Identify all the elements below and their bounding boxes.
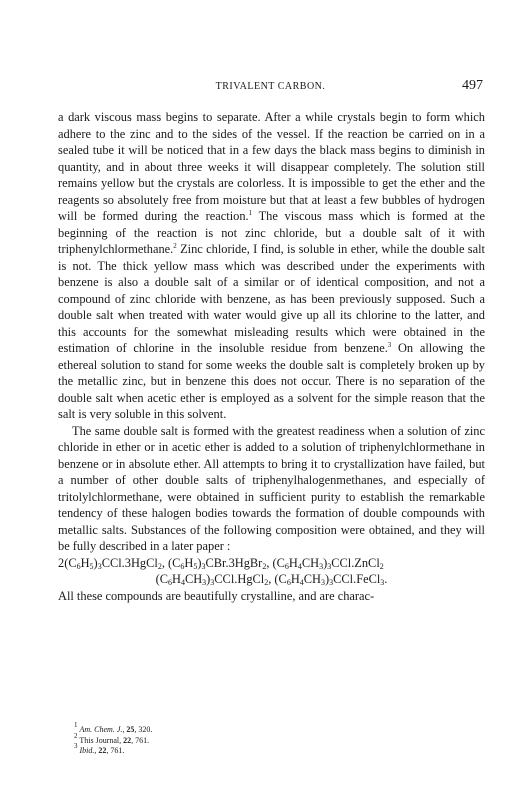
formula-line-1: $2(C_6H_5)_3CCl.3HgCl_2$, $(C_6H_5)_3CBr.3HgBr_2$, $(C_6H_4CH_3)_3CCl.ZnCl_2$ — [58, 555, 384, 571]
footnotes — [74, 721, 374, 757]
p1-text-2: The viscous mass which is formed at the beginning of the reaction is not zinc chloride, but a double salt of it with triphenylchlormethane. — [58, 209, 485, 256]
paragraph-2: The same double salt is formed with the greatest readiness when a solution of zinc chloride in ether or in acetic ether is added to a solution of triphenylchlormethane in benzene or in absolute ether. All attempts to bring it to crystallization have failed, but a number of other double salts of triphenylhalogenmethanes, and especially of tritolylchlormethane, were obtained in sufficient purity to establish the remarkable tendency of these halogen bodies towards the formation of double compounds with metallic salts. Substances of the following composition were obtained, and they will be fully described in a later paper : — [58, 423, 485, 553]
body-text — [58, 109, 485, 604]
page-header — [58, 78, 483, 96]
p1-text-4: On allowing the ethereal solution to stand for some weeks the double salt is completely broken up by the metallic zinc, but in benzene this does not occur. There is no separation of the double salt when acetic ether is employed as a solvent for the simple reason that the salt is very soluble in this solvent. — [58, 341, 486, 421]
footnote-2: $^2$ This Journal, 22, 761. — [74, 731, 150, 745]
page-number: 497 — [462, 78, 483, 93]
footnote-ref-1: 1 — [248, 209, 253, 217]
footnote-ref-2: 2 — [173, 242, 177, 250]
formula-line-2: $(C_6H_4CH_3)_3CCl.HgCl_2$, $(C_6H_4CH_3)_3CCl.FeCl_3$. — [155, 572, 388, 587]
running-title: TRIVALENT CARBON. — [215, 81, 326, 92]
footnote-3: $^3$ Ibid., 22, 761. — [74, 742, 125, 755]
paragraph-1 — [58, 109, 485, 423]
paragraph-3: All these compounds are beautifully crystalline, and are charac- — [58, 588, 375, 603]
footnote-ref-3: 3 — [387, 341, 392, 349]
footnote-1: $^1$ Am. Chem. J., 25, 320. — [74, 721, 153, 734]
p1-text-1: a dark viscous mass begins to separate. After a while crystals begin to form which adhere to the zinc and to the sides of the vessel. If the reaction be carried on in a sealed tube it will be noticed that in a few days the black mass begins to diminish in quantity, and in about three weeks it will disappear completely. The solution still remains yellow but the crystals are colorless. It is impossible to get the ether and the reagents so absolutely free from moisture but that at least a few bubbles of hydrogen will be formed during the reaction. — [58, 110, 485, 223]
p1-text-3: Zinc chloride, I find, is soluble in ether, while the double salt is not. The thick yellow mass which was described under the experiments with benzene is also a double salt of a similar or of identical composition, and not a compound of zinc chloride with benzene, as has been previously supposed. Such a double salt when treated with water would give up all its chlorine to the latter, and this accounts for the somewhat misleading results which were obtained in the estimation of chlorine in the insoluble residue from benzene. — [58, 242, 485, 355]
